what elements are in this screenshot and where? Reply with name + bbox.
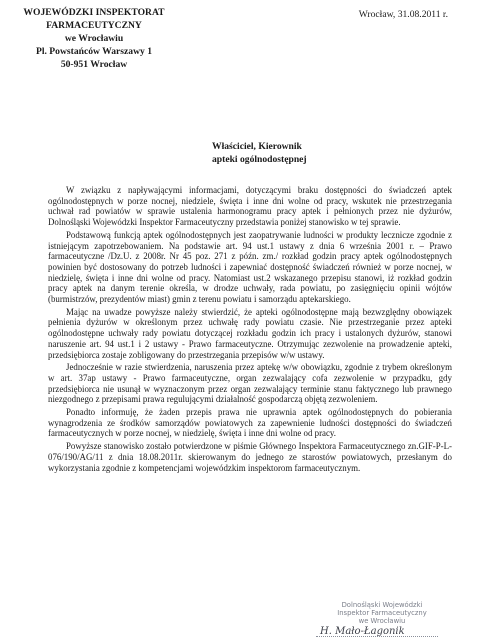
- addressee-line: Właściciel, Kierownik: [212, 141, 302, 152]
- addressee-line: apteki ogólnodostępnej: [212, 154, 307, 165]
- stamp-line: Inspektor Farmaceutyczny: [337, 609, 427, 617]
- body-paragraph: Mając na uwadze powyższe należy stwierdzić, że apteki ogólnodostępne mają bezwzględny obowiązek pełnienia dyżurów w określonym przez uchwałę rady powiatu czasie. Nie przestrzeganie przez apteki ogólnodostępne uchwały rady powiatu dotyczącej rozkładu godzin ich pracy i ustalonych dyżurów, stanowi naruszenie art. 94 ust.1 i 2 ustawy - Prawo farmaceutyczne. Otrzymując zezwolenie na prowadzenie apteki, przedsiębiorca zostaje zobligowany do przestrzegania przepisów w/w ustawy.: [48, 306, 452, 360]
- letter-body: [48, 185, 452, 475]
- sender-line: Pl. Powstańców Warszawy 1: [35, 46, 152, 57]
- sender-line: we Wrocławiu: [64, 33, 124, 44]
- body-paragraph: Jednocześnie w razie stwierdzenia, naruszenia przez aptekę w/w obowiązku, zgodnie z trybem określonym w art. 37ap ustawy - Prawo farmaceutyczne, organ zezwalający cofa zezwolenie w przypadku, gdy przedsiębiorca nie usunął w wyznaczonym przez organ zezwalający terminie stanu faktycznego lub prawnego niezgodnego z przepisami prawa regulującymi działalność gospodarczą objętą zezwoleniem.: [48, 362, 452, 405]
- handwritten-signature: H. Mało-Łagonik: [316, 628, 438, 637]
- sender-line: 50-951 Wrocław: [60, 59, 128, 70]
- stamp-line: Dolnośląski Wojewódzki: [341, 601, 423, 609]
- letter-date: Wrocław, 31.08.2011 r.: [358, 9, 448, 20]
- addressee-block: [212, 140, 307, 166]
- body-paragraph: Powyższe stanowisko zostało potwierdzone w piśmie Głównego Inspektora Farmaceutycznego zn.GIF-P-L-076/190/AG/11 z dnia 18.08.2011r. skierowanym do jednego ze starostów powiatowych, przesłanym do wykorzystania zgodnie z kompetencjami wojewódzkim inspektorom farmaceutycznym.: [48, 441, 452, 473]
- stamp-line: we Wrocławiu: [358, 617, 406, 625]
- signature-stamp: [316, 601, 448, 637]
- sender-block: [10, 6, 178, 71]
- body-paragraph: W związku z napływającymi informacjami, dotyczącymi braku dostępności do świadczeń aptek ogólnodostępnych w porze nocnej, niedziele, święta i inne dni wolne od pracy, wskutek nie przestrzegania uchwał rad powiatów w sprawie ustalenia harmonogramu pracy aptek i pełnionych przez nie dyżurów, Dolnośląski Wojewódzki Inspektor Farmaceutyczny przedstawia poniżej stanowisko w tej sprawie.: [48, 185, 452, 228]
- sender-line: FARMACEUTYCZNY: [46, 20, 142, 31]
- sender-line: WOJEWÓDZKI INSPEKTORAT: [23, 7, 165, 18]
- body-paragraph: Ponadto informuję, że żaden przepis prawa nie uprawnia aptek ogólnodostępnych do pobierania wynagrodzenia ze środków samorządów powiatowych za zapewnienie ludności dostępności do świadczeń farmaceutycznych w porze nocnej, w niedzielę, święta i inne dni wolne od pracy.: [48, 407, 452, 439]
- body-paragraph: Podstawową funkcją aptek ogólnodostępnych jest zaopatrywanie ludności w produkty lecznicze zgodnie z istniejącym zapotrzebowaniem. Na podstawie art. 94 ust.1 ustawy z dnia 6 września 2001 r. – Prawo farmaceutyczne /Dz.U. z 2008r. Nr 45 poz. 271 z późn. zm./ rozkład godzin pracy aptek ogólnodostępnych powinien być dostosowany do potrzeb ludności i zapewniać dostępność świadczeń również w porze nocnej, w niedzielę, święta i inne dni wolne od pracy. Natomiast ust.2 wskazanego przepisu stanowi, iż rozkład godzin pracy aptek na danym terenie określa, w drodze uchwały, rada powiatu, po zasięgnięciu opinii wójtów (burmistrzów, prezydentów miast) gmin z terenu powiatu i samorządu aptekarskiego.: [48, 229, 452, 305]
